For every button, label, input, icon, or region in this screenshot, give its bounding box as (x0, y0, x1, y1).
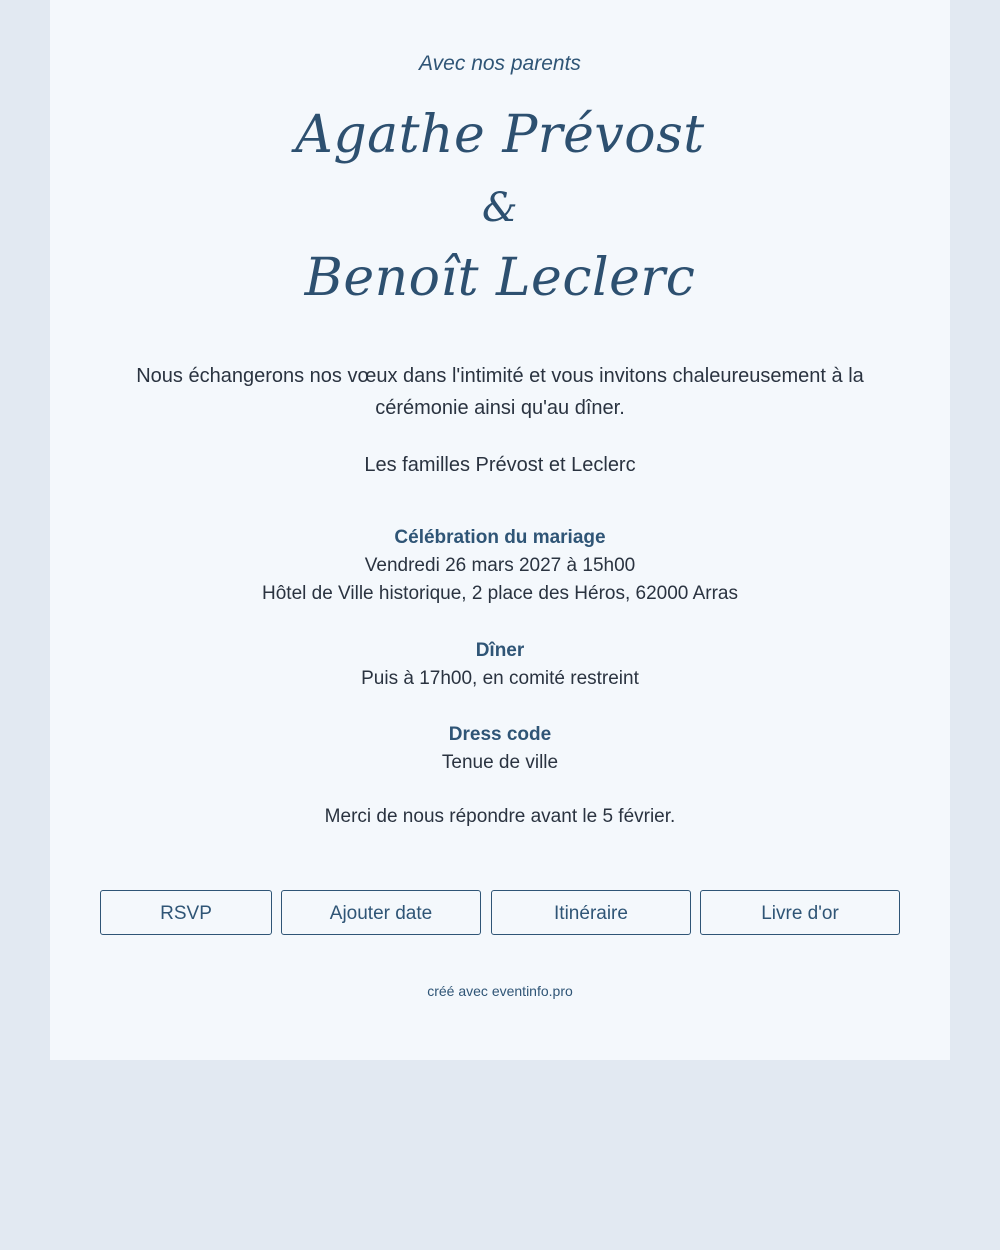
invitation-card (50, 0, 950, 1060)
footer-credit-link[interactable]: créé avec eventinfo.pro (427, 983, 573, 999)
rsvp-button[interactable]: RSVP (100, 890, 272, 935)
add-date-button[interactable]: Ajouter date (281, 890, 481, 935)
families-signature: Les familles Prévost et Leclerc (364, 454, 636, 476)
dress-code-detail: Tenue de ville (441, 752, 559, 773)
bride-name: Agathe Prévost (295, 105, 705, 165)
dress-code-section (50, 721, 950, 777)
invitation-message: Nous échangerons nos vœux dans l'intimité et vous invitons chaleureusement à la cérémonie ainsi qu'au dîner. (136, 365, 864, 419)
guestbook-button[interactable]: Livre d'or (700, 890, 900, 935)
dinner-section (50, 637, 950, 693)
groom-name: Benoît Leclerc (304, 248, 696, 308)
dinner-heading: Dîner (475, 640, 525, 661)
dress-code-heading: Dress code (448, 724, 552, 745)
intro-text: Avec nos parents (419, 52, 581, 75)
ceremony-location: Hôtel de Ville historique, 2 place des Héros, 62000 Arras (262, 583, 738, 604)
ceremony-heading: Célébration du mariage (394, 527, 606, 548)
itinerary-button[interactable]: Itinéraire (491, 890, 691, 935)
action-buttons (100, 890, 900, 937)
ampersand: & (481, 185, 519, 231)
ceremony-section (50, 524, 950, 608)
rsvp-deadline-note: Merci de nous répondre avant le 5 février. (324, 806, 676, 827)
dinner-detail: Puis à 17h00, en comité restreint (361, 668, 639, 689)
ceremony-date: Vendredi 26 mars 2027 à 15h00 (364, 555, 636, 576)
